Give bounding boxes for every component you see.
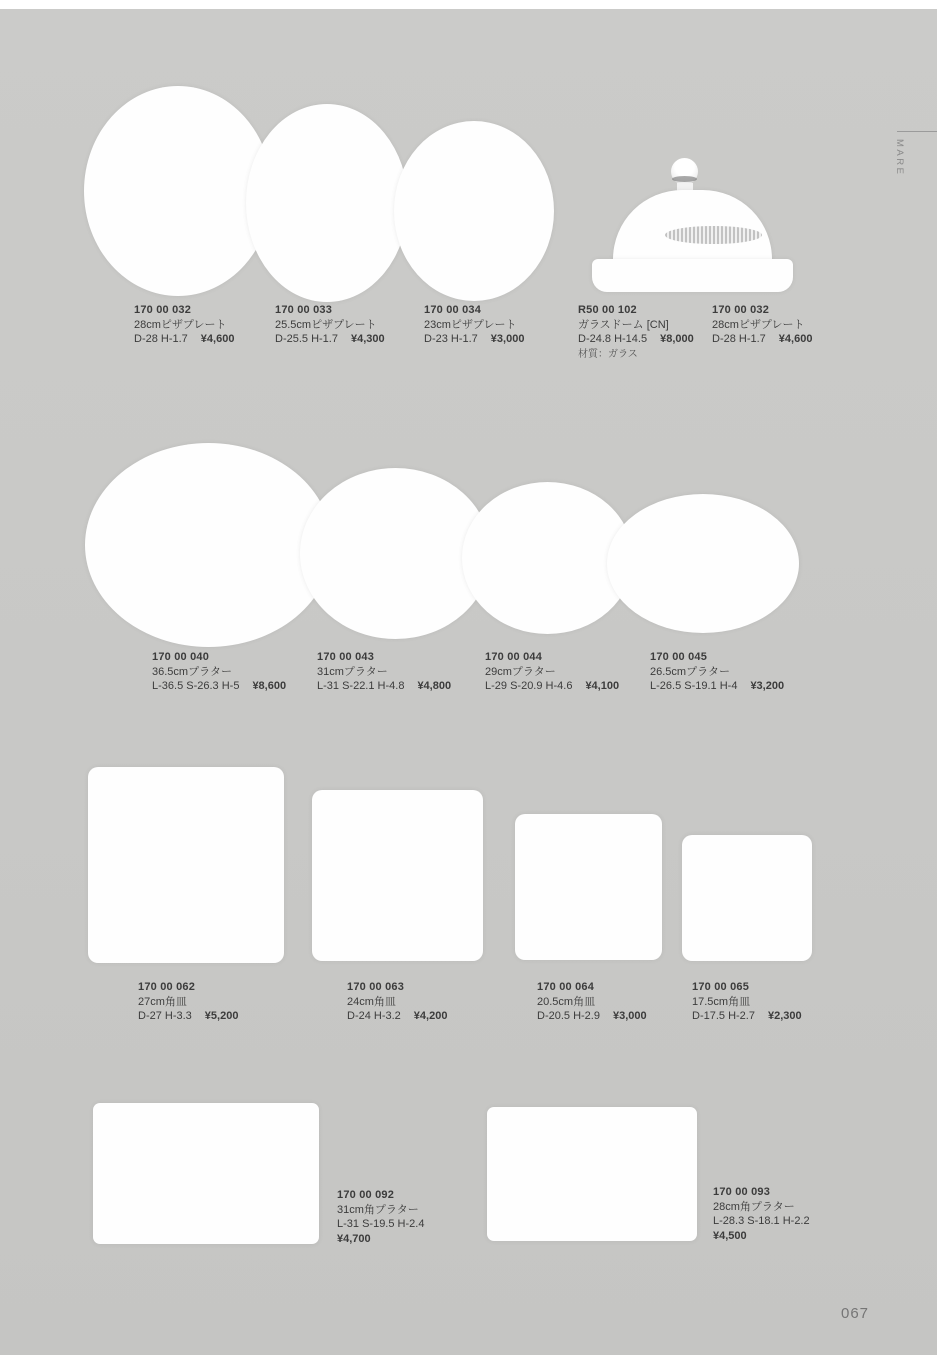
product-dims: D-27 H-3.3	[138, 1010, 192, 1022]
product-price: ¥3,200	[750, 680, 785, 692]
product-name: 28cmピザプレート	[134, 318, 227, 331]
product-dims: L-28.3 S-18.1 H-2.2	[713, 1215, 810, 1227]
product-caption	[275, 303, 385, 347]
product-dims: L-36.5 S-26.3 H-5	[152, 680, 240, 692]
square-platter-31cm-image	[93, 1103, 319, 1244]
product-caption	[578, 303, 694, 362]
product-price: ¥5,200	[204, 1010, 239, 1022]
glass-dome-image	[592, 158, 793, 292]
product-name: 24cm角皿	[347, 995, 396, 1008]
product-price: ¥8,000	[660, 333, 694, 345]
product-caption	[650, 650, 784, 694]
product-material: 材質：ガラス	[578, 348, 638, 360]
product-name: 29cmプラター	[485, 665, 556, 678]
product-name: 20.5cm角皿	[537, 995, 596, 1008]
product-price: ¥4,500	[713, 1229, 747, 1242]
product-dims: D-25.5 H-1.7	[275, 333, 338, 345]
square-plate-27cm-image	[88, 767, 284, 963]
product-dims: D-24.8 H-14.5	[578, 333, 648, 345]
product-caption	[485, 650, 619, 694]
product-name: 31cm角プラター	[337, 1203, 419, 1216]
product-price: ¥4,100	[585, 680, 620, 692]
square-plate-17-5cm-image	[682, 835, 812, 961]
product-caption	[713, 1185, 810, 1243]
product-specs	[138, 1009, 238, 1024]
square-plate-20-5cm-image	[515, 814, 662, 960]
product-code: 170 00 044	[485, 651, 543, 663]
product-price: ¥4,700	[337, 1232, 371, 1245]
product-dims: L-31 S-22.1 H-4.8	[317, 680, 405, 692]
product-specs	[152, 679, 286, 694]
product-price: ¥3,000	[612, 1010, 647, 1022]
pizza-plate-28cm-image	[84, 86, 272, 296]
product-caption	[347, 980, 447, 1024]
pizza-plate-23cm-image	[394, 121, 554, 301]
product-dims: L-26.5 S-19.1 H-4	[650, 680, 738, 692]
product-name: 28cmピザプレート	[712, 318, 805, 331]
series-tab-label: MARE	[894, 139, 905, 177]
product-price: ¥4,600	[778, 333, 813, 345]
glass-dome-knob	[671, 158, 698, 185]
product-name: 25.5cmピザプレート	[275, 318, 377, 331]
product-code: 170 00 064	[537, 981, 595, 993]
product-caption	[134, 303, 234, 347]
square-plate-24cm-image	[312, 790, 483, 961]
product-code: 170 00 032	[134, 304, 192, 316]
product-code: 170 00 043	[317, 651, 375, 663]
product-price: ¥3,000	[490, 333, 525, 345]
product-code: 170 00 032	[712, 304, 770, 316]
product-name: 36.5cmプラター	[152, 665, 232, 678]
product-caption	[152, 650, 286, 694]
product-caption	[712, 303, 812, 347]
product-caption	[692, 980, 802, 1024]
product-dims: D-24 H-3.2	[347, 1010, 401, 1022]
product-name: 27cm角皿	[138, 995, 187, 1008]
product-specs	[692, 1009, 802, 1024]
product-dims: D-28 H-1.7	[712, 333, 766, 345]
product-specs	[537, 1009, 647, 1024]
product-caption	[337, 1188, 424, 1246]
glass-dome-cover	[613, 190, 772, 266]
product-name: 28cm角プラター	[713, 1200, 795, 1213]
product-specs	[424, 332, 524, 347]
product-code: 170 00 093	[713, 1186, 771, 1198]
product-code: 170 00 033	[275, 304, 333, 316]
product-dims: L-29 S-20.9 H-4.6	[485, 680, 573, 692]
series-tab-divider	[897, 131, 937, 132]
product-specs	[712, 332, 812, 347]
square-platter-28cm-image	[487, 1107, 697, 1241]
product-specs	[317, 679, 451, 694]
product-code: 170 00 092	[337, 1189, 395, 1201]
product-code: 170 00 040	[152, 651, 210, 663]
product-specs	[347, 1009, 447, 1024]
product-caption	[537, 980, 647, 1024]
product-price: ¥8,600	[252, 680, 287, 692]
product-caption	[424, 303, 524, 347]
product-price: ¥2,300	[767, 1010, 802, 1022]
product-name: 26.5cmプラター	[650, 665, 730, 678]
glass-dome-reflection	[665, 226, 762, 244]
product-price: ¥4,800	[417, 680, 452, 692]
page-number: 067	[841, 1305, 870, 1322]
product-dims: D-17.5 H-2.7	[692, 1010, 755, 1022]
product-caption	[317, 650, 451, 694]
product-dims: D-28 H-1.7	[134, 333, 188, 345]
product-name: 23cmピザプレート	[424, 318, 517, 331]
product-specs	[275, 332, 385, 347]
product-name: 31cmプラター	[317, 665, 388, 678]
platter-26-5cm-image	[607, 494, 799, 633]
product-code: 170 00 063	[347, 981, 405, 993]
product-specs	[650, 679, 784, 694]
product-price: ¥4,600	[200, 333, 235, 345]
product-specs	[578, 332, 694, 347]
product-price: ¥4,200	[413, 1010, 448, 1022]
product-caption	[138, 980, 238, 1024]
product-name: ガラスドーム [CN]	[578, 318, 669, 331]
product-code: 170 00 045	[650, 651, 708, 663]
glass-dome-plate	[592, 259, 793, 292]
pizza-plate-25-5cm-image	[246, 104, 408, 302]
product-name: 17.5cm角皿	[692, 995, 751, 1008]
product-price: ¥4,300	[350, 333, 385, 345]
product-dims: D-20.5 H-2.9	[537, 1010, 600, 1022]
product-code: 170 00 065	[692, 981, 750, 993]
platter-36-5cm-image	[85, 443, 332, 647]
product-specs	[134, 332, 234, 347]
product-dims: D-23 H-1.7	[424, 333, 478, 345]
product-code: 170 00 034	[424, 304, 482, 316]
product-dims: L-31 S-19.5 H-2.4	[337, 1218, 425, 1230]
product-code: R50 00 102	[578, 304, 637, 316]
product-specs	[485, 679, 619, 694]
product-code: 170 00 062	[138, 981, 196, 993]
